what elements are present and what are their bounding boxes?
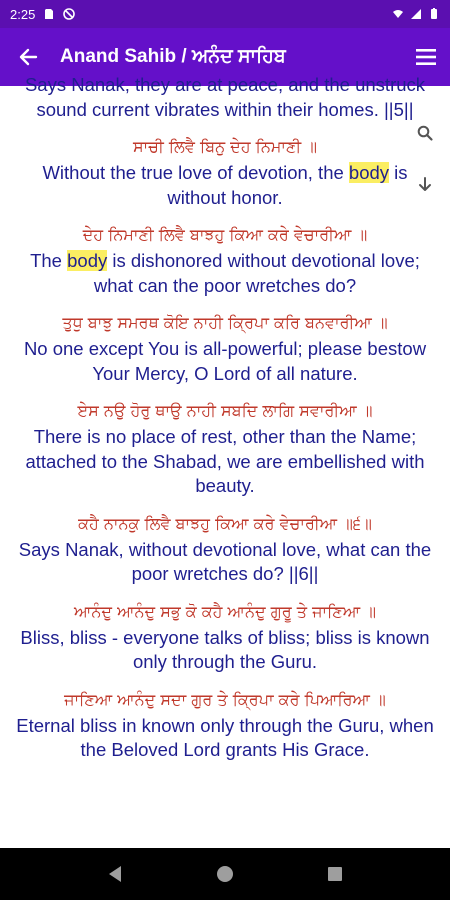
gurmukhi-line: ਕਹੈ ਨਾਨਕੁ ਲਿਵੈ ਬਾਝਹੁ ਕਿਆ ਕਰੇ ਵੇਚਾਰੀਆ ॥੬॥ [78,513,372,533]
translation-line: Says Nanak, they are at peace, and the unstruck sound current vibrates within their homes. ||5|| [24,74,426,120]
gurmukhi-line: ਜਾਣਿਆ ਆਨੰਦੁ ਸਦਾ ਗੁਰ ਤੇ ਕ੍ਰਿਪਾ ਕਰੇ ਪਿਆਰਿਆ ॥ [64,689,386,709]
translation-line: No one except You is all-powerful; please bestow Your Mercy, O Lord of all nature. [23,338,427,384]
translation-line: Bliss, bliss - everyone talks of bliss; bliss is known only through the Guru. [20,626,430,672]
page-title: Anand Sahib / ਅਨੰਦ ਸਾਹਿਬ [60,46,286,67]
verse-block [0,675,450,763]
triangle-back-icon [107,865,123,883]
translation-line: There is no place of rest, other than the Name; attached to the Shabad, we are embellished with beauty. [25,426,425,496]
menu-icon [415,48,437,66]
gurmukhi-line: ਤੁਧੁ ਬਾਝੁ ਸਮਰਥ ਕੋਇ ਨਾਹੀ ਕ੍ਰਿਪਾ ਕਰਿ ਬਨਵਾਰੀਆ ॥ [62,313,388,332]
translation-line: Eternal bliss in known only through the Guru, when the Beloved Lord grants His Grace. [16,714,434,760]
translation-line [14,158,436,210]
translation-line: Says Nanak, without devotional love, what can the poor wretches do? ||6|| [18,538,432,584]
status-right [392,8,440,20]
verse-list[interactable] [0,74,450,848]
search-button[interactable] [413,121,437,145]
arrow-left-icon [17,46,39,68]
translation-text: is without honor. [167,162,408,208]
wifi-icon [392,8,404,20]
arrow-down-icon [418,177,432,193]
verse-scroller [0,70,450,763]
square-recents-icon [327,866,343,882]
status-bar [0,0,450,28]
nav-recents-button[interactable] [315,854,355,894]
gurmukhi-line: ਏਸ ਨਉ ਹੋਰੁ ਥਾਉ ਨਾਹੀ ਸਬਦਿ ਲਾਗਿ ਸਵਾਰੀਆ ॥ [77,401,373,420]
search-highlight: body [67,250,108,271]
verse-block [0,122,450,210]
nav-back-button[interactable] [95,854,135,894]
scroll-down-button[interactable] [414,174,436,196]
verse-block [0,210,450,298]
sd-card-icon [43,8,55,20]
no-disturb-icon [63,8,75,20]
gurmukhi-line: ਦੇਹ ਨਿਮਾਣੀ ਲਿਵੈ ਬਾਝਹੁ ਕਿਆ ਕਰੇ ਵੇਚਾਰੀਆ ॥ [82,225,368,244]
translation-line [14,246,436,298]
translation-text: is dishonored without devotional love; what can the poor wretches do? [93,250,420,296]
nav-home-button[interactable] [205,854,245,894]
translation-text: The [30,250,68,271]
gurmukhi-line: ਸਾਚੀ ਲਿਵੈ ਬਿਨੁ ਦੇਹ ਨਿਮਾਣੀ ॥ [132,137,318,156]
status-time: 2:25 [10,6,36,22]
gurmukhi-line: ਆਨੰਦੁ ਆਨੰਦੁ ਸਭੁ ਕੋ ਕਹੈ ਆਨੰਦੁ ਗੁਰੂ ਤੇ ਜਾਣਿਆ ॥ [74,601,376,621]
battery-icon [428,8,440,20]
verse-block [0,499,450,587]
verse-block [0,70,450,122]
verse-block [0,386,450,499]
search-icon [417,125,433,141]
system-nav-bar [0,848,450,900]
status-left [10,7,75,22]
translation-text: Without the true love of devotion, the [42,162,349,183]
circle-home-icon [216,865,234,883]
signal-icon [410,8,422,20]
search-highlight: body [348,162,390,183]
verse-block [0,298,450,386]
verse-block [0,587,450,675]
